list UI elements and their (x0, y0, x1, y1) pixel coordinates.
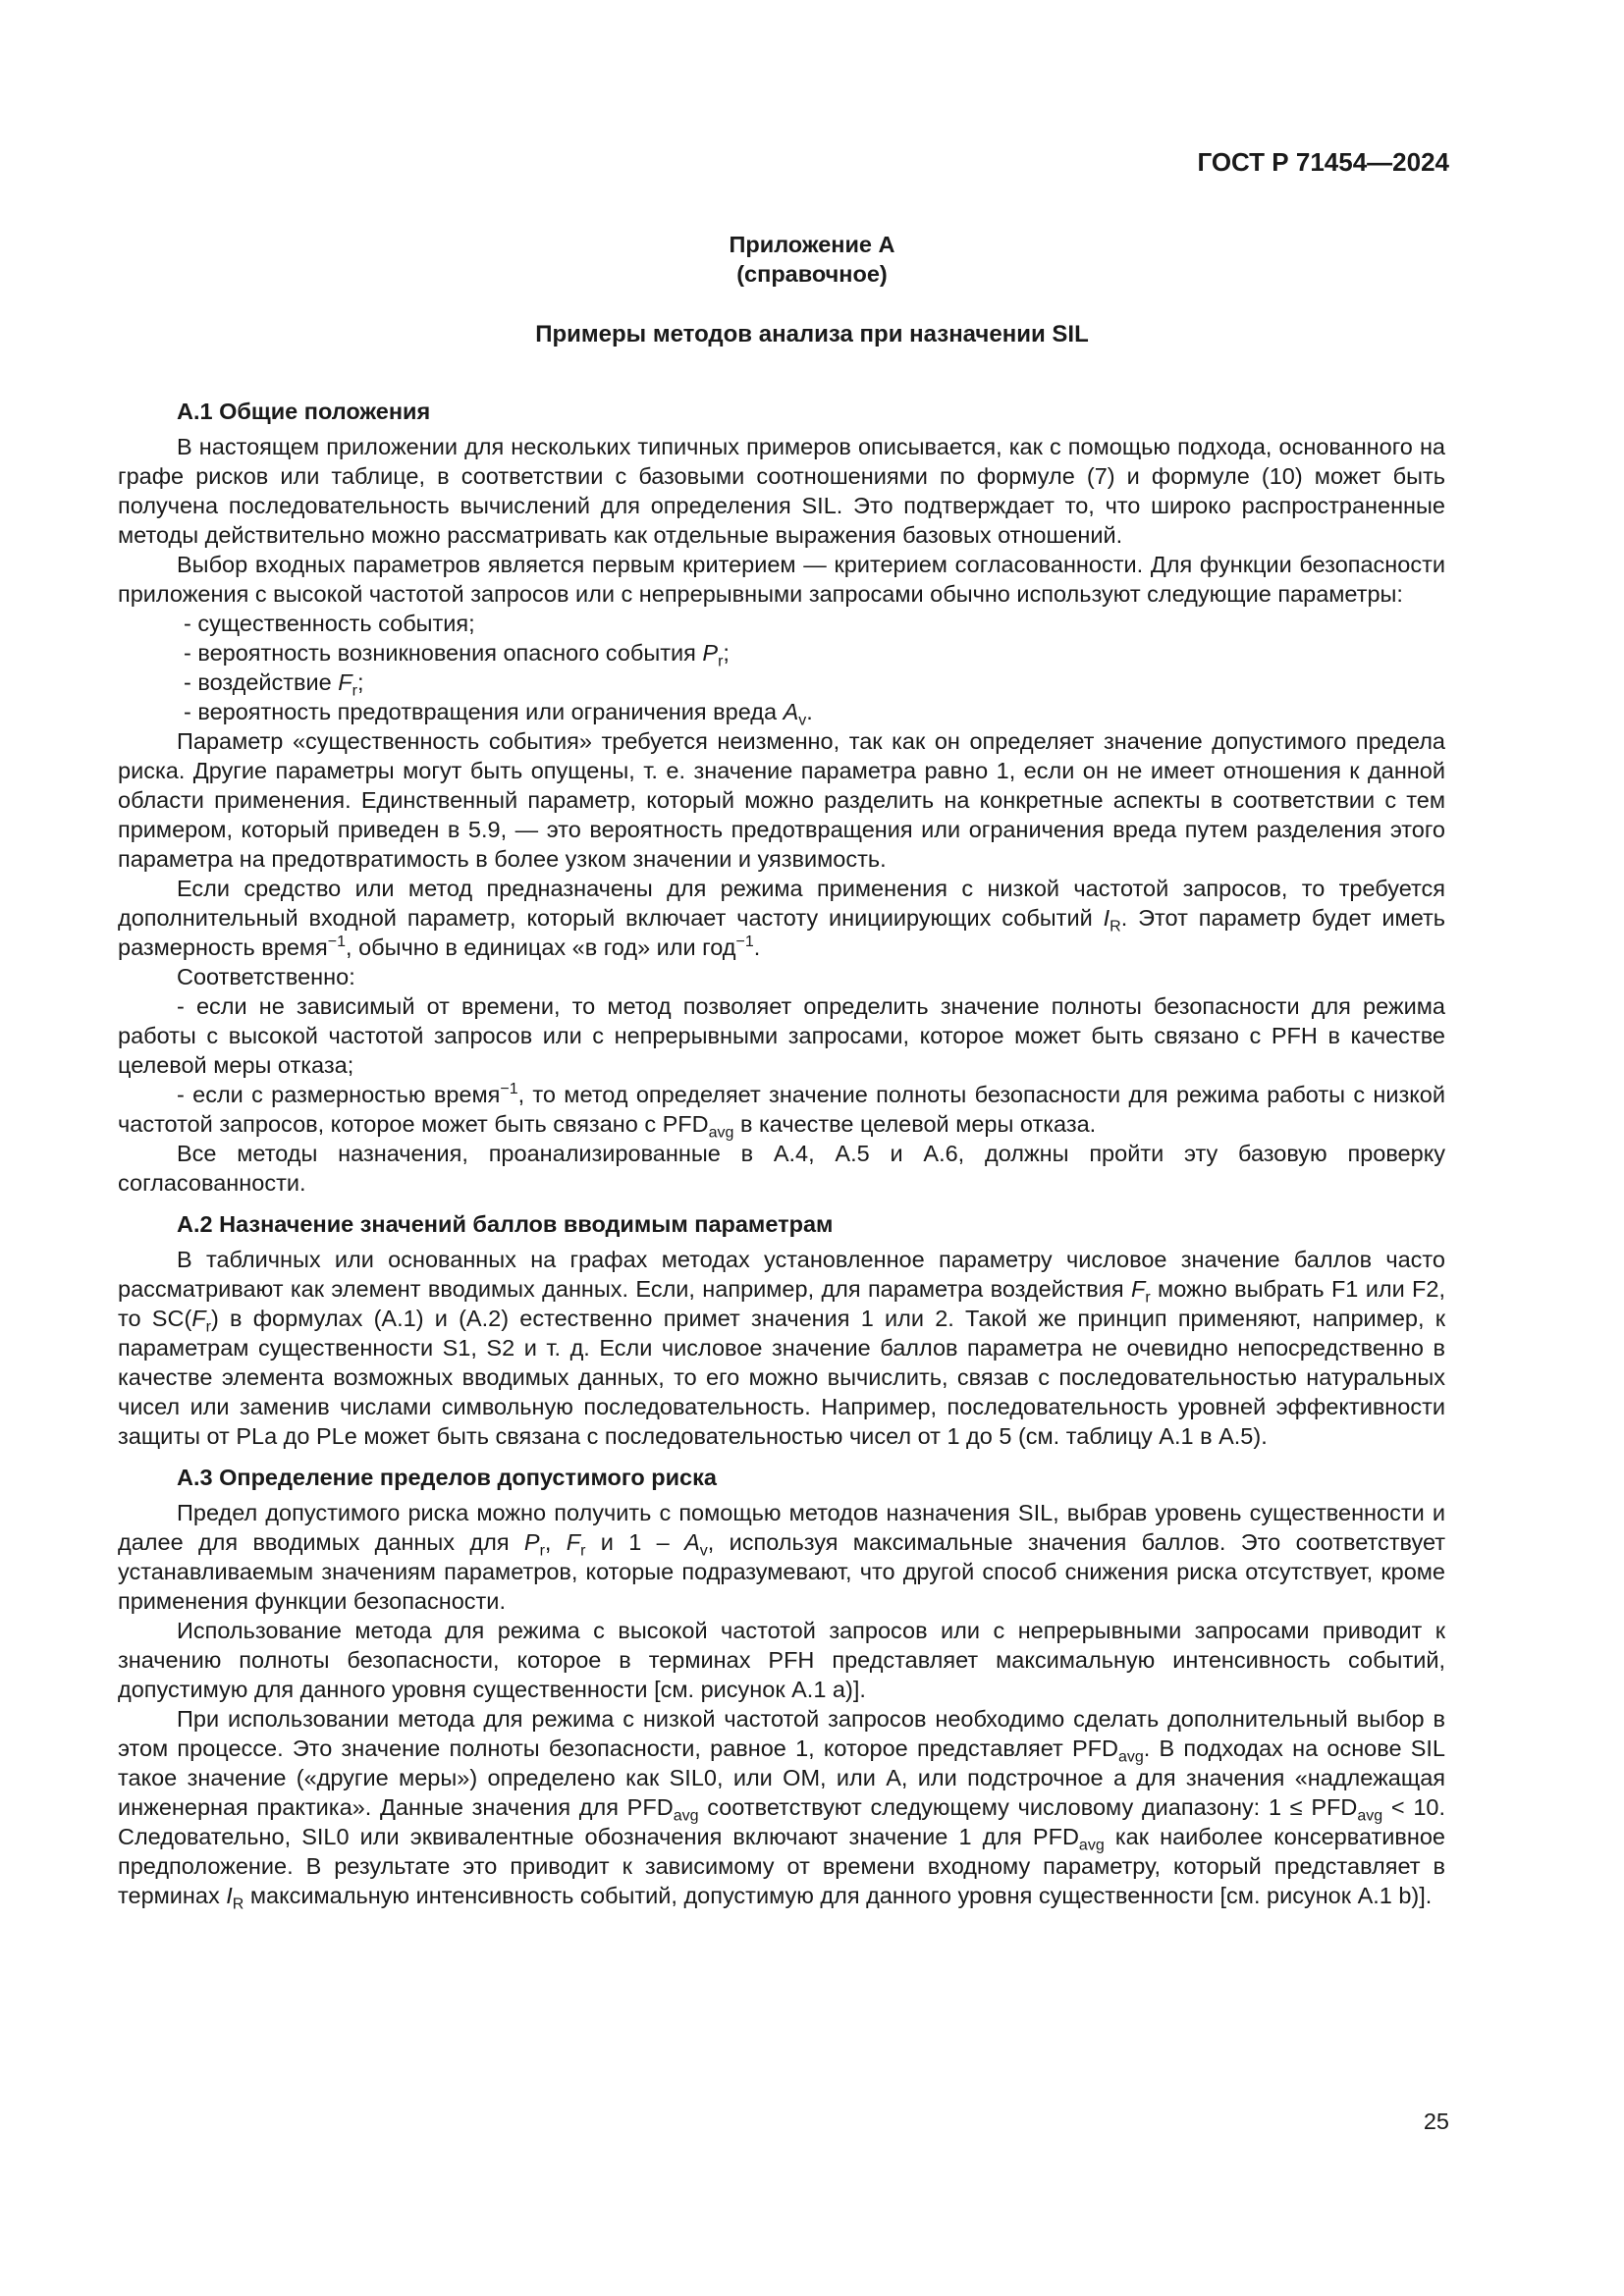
paragraph: Параметр «существенность события» требуется неизменно, так как он определяет значение допустимого предела риска. Другие параметры могут быть опущены, т. е. значение параметра равно 1, если он не имеет отношения к данной области применения. Единственный параметр, который можно разделить на конкретные аспекты в соответствии с тем примером, который приведен в 5.9, — это вероятность предотвращения или ограничения вреда путем разделения этого параметра на предотвратимость в более узком значении и уязвимость. (118, 728, 1445, 872)
paragraph: Выбор входных параметров является первым критерием — критерием согласованности. Для функции безопасности приложения с высокой частотой запросов или с непрерывными запросами обычно используют следующие параметры: (118, 552, 1445, 607)
paragraph: Соответственно: (177, 964, 355, 989)
section-a2-heading: А.2 Назначение значений баллов вводимым параметрам (177, 1211, 834, 1237)
standard-header: ГОСТ Р 71454—2024 (1197, 147, 1449, 177)
list-item: - вероятность предотвращения или ограничения вреда $A_v$. (184, 699, 813, 729)
paragraph: - если с размерностью время$^{-1}$, то метод определяет значение полноты безопасности для режима работы с низкой частотой запросов, которое может быть связано с $PFD_{avg}$ в качестве целевой меры отказа. (118, 1081, 1445, 1142)
paragraph: В настоящем приложении для нескольких типичных примеров описывается, как с помощью подхода, основанного на графе рисков или таблице, в соответствии с базовыми соотношениями по формуле (7) и формуле (10) может быть получена последовательность вычислений для определения SIL. Это подтверждает то, что широко распространенные методы действительно можно рассматривать как отдельные выражения базовых отношений. (118, 434, 1445, 548)
list-item: - вероятность возникновения опасного события $P_r$; (184, 640, 730, 670)
paragraph: Все методы назначения, проанализированные в А.4, А.5 и А.6, должны пройти эту базовую проверку согласованности. (118, 1141, 1445, 1196)
paragraph: Если средство или метод предназначены для режима применения с низкой частотой запросов, то требуется дополнительный входной параметр, который включает частоту инициирующих событий $I_R$. Этот параметр будет иметь размерность время$^{-1}$, обычно в единицах «в год» или год$^{-1}$. (118, 876, 1445, 960)
main-title: Примеры методов анализа при назначении SIL (535, 321, 1089, 347)
appendix-subtitle: (справочное) (736, 261, 888, 287)
paragraph: Использование метода для режима с высокой частотой запросов или с непрерывными запросами приводит к значению полноты безопасности, которое в терминах PFH представляет максимальную интенсивность событий, допустимую для данного уровня существенности [см. рисунок А.1 а)]. (118, 1618, 1445, 1702)
section-a1-heading: А.1 Общие положения (177, 399, 431, 424)
body-text (118, 397, 1446, 1913)
paragraph: Предел допустимого риска можно получить с помощью методов назначения SIL, выбрав уровень существенности и далее для вводимых данных для $P_r$, $F_r$ и $1 - A_v$, используя максимальные значения баллов. Это соответствует устанавливаемым значениям параметров, которые подразумевают, что другой способ снижения риска отсутствует, кроме применения функции безопасности. (118, 1500, 1446, 1614)
list-item: - воздействие $F_r$; (184, 669, 364, 700)
paragraph: В табличных или основанных на графах методах установленное параметру числовое значение баллов часто рассматривают как элемент вводимых данных. Если, например, для параметра воздействия $F_r$ можно выбрать F1 или F2, то $SC(F_r)$ в формулах (А.1) и (А.2) естественно примет значения 1 или 2. Такой же принцип применяют, например, к параметрам существенности S1, S2 и т. д. Если числовое значение баллов параметра не очевидно непосредственно в качестве элемента возможных вводимых данных, то его можно вычислить, связав с последовательностью натуральных чисел или заменив числами символьную последовательность. Например, последовательность уровней эффективности защиты от PLa до PLe может быть связана с последовательностью чисел от 1 до 5 (см. таблицу А.1 в А.5). (118, 1247, 1446, 1449)
paragraph: - если не зависимый от времени, то метод позволяет определить значение полноты безопасности для режима работы с высокой частотой запросов или с непрерывными запросами, которое может быть связано с PFH в качестве целевой меры отказа; (118, 993, 1445, 1078)
list-item: - существенность события; (184, 611, 475, 636)
appendix-title: Приложение А (729, 232, 895, 257)
appendix-heading (0, 230, 1624, 289)
paragraph: При использовании метода для режима с низкой частотой запросов необходимо сделать дополнительный выбор в этом процессе. Это значение полноты безопасности, равное 1, которое представляет $PFD_{avg}$. В подходах на основе SIL такое значение («другие меры») определено как SIL0, или ОМ, или А, или подстрочное а для значения «надлежащая инженерная практика». Данные значения для $PFD_{avg}$ соответствуют следующему числовому диапазону: $1 \le PFD_{avg} < 10$. Следовательно, SIL0 или эквивалентные обозначения включают значение 1 для $PFD_{avg}$ как наиболее консервативное предположение. В результате это приводит к зависимому от времени входному параметру, который представляет в терминах $I_R$ максимальную интенсивность событий, допустимую для данного уровня существенности [см. рисунок А.1 b)]. (118, 1706, 1445, 1913)
page-number: 25 (1423, 2109, 1449, 2134)
section-a3-heading: А.3 Определение пределов допустимого риска (177, 1465, 717, 1490)
